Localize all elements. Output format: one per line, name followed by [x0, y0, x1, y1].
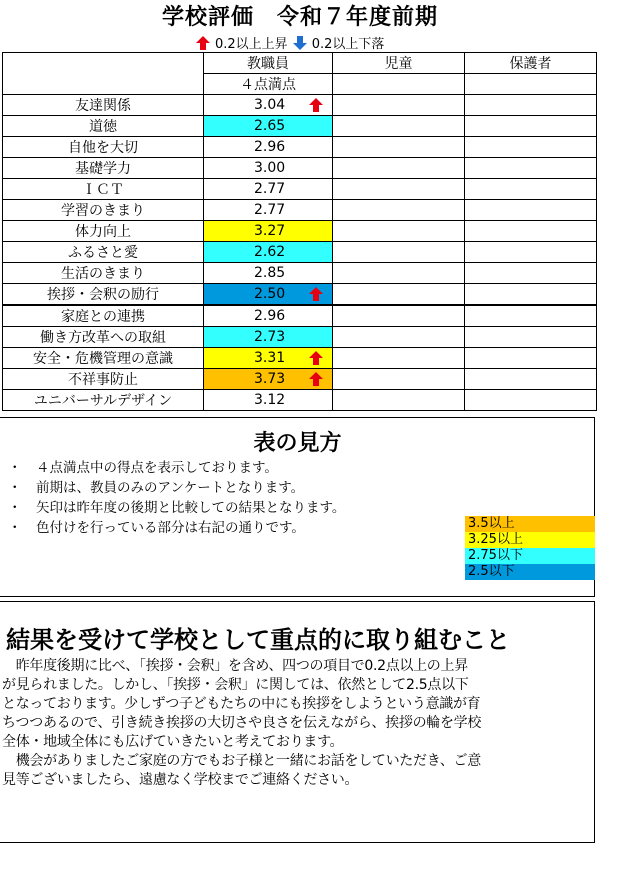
- student-score: [333, 158, 465, 179]
- down-arrow-icon: [292, 35, 308, 51]
- howto-box: [0, 417, 595, 597]
- color-key-item: 3.5以上: [465, 516, 595, 532]
- howto-item: [8, 456, 345, 476]
- score-value: 3.04: [254, 97, 286, 113]
- student-score: [333, 137, 465, 158]
- table-row: [3, 137, 597, 158]
- color-key: [465, 516, 595, 580]
- score-value: 3.00: [254, 160, 286, 176]
- staff-score: [204, 305, 333, 327]
- row-label: 基礎学力: [3, 158, 204, 179]
- score-value: 2.85: [254, 265, 286, 281]
- table-row: [3, 179, 597, 200]
- howto-heading: 表の見方: [253, 431, 342, 456]
- howto-text: 矢印は昨年度の後期と比較しての結果となります。: [36, 500, 346, 516]
- student-score: [333, 242, 465, 263]
- howto-item: [8, 476, 345, 496]
- table-row: [3, 242, 597, 263]
- score-value: 2.96: [254, 308, 286, 324]
- bullet: ・: [8, 480, 22, 496]
- table-row: [3, 284, 597, 306]
- staff-score: [204, 263, 333, 284]
- staff-score: [204, 221, 333, 242]
- student-score: [333, 116, 465, 137]
- staff-score: [204, 137, 333, 158]
- results-text: [0, 655, 594, 790]
- staff-score: [204, 95, 333, 116]
- student-score: [333, 221, 465, 242]
- table-row: [3, 348, 597, 369]
- student-score: [333, 348, 465, 369]
- staff-score: [204, 369, 333, 390]
- howto-text: ４点満点中の得点を表示しております。: [36, 460, 278, 476]
- student-score: [333, 305, 465, 327]
- parent-score: [465, 390, 597, 411]
- parent-score: [465, 327, 597, 348]
- staff-score: [204, 158, 333, 179]
- staff-score: [204, 327, 333, 348]
- student-score: [333, 179, 465, 200]
- results-line: 機会がありましたご家庭の方でもお子様と一緒にお話をしていただき、ご意: [2, 753, 481, 769]
- staff-score: [204, 116, 333, 137]
- arrow-legend: [195, 33, 384, 52]
- staff-score: [204, 284, 333, 306]
- row-label: 生活のきまり: [3, 263, 204, 284]
- legend-up-label: 0.2以上上昇: [215, 37, 288, 52]
- student-score: [333, 369, 465, 390]
- table-row: [3, 369, 597, 390]
- parent-score: [465, 137, 597, 158]
- howto-item: [8, 516, 345, 536]
- row-label: 働き方改革への取組: [3, 327, 204, 348]
- staff-score: [204, 179, 333, 200]
- score-value: 2.77: [254, 181, 286, 197]
- legend-down-label: 0.2以上下落: [311, 37, 385, 52]
- table-row: [3, 390, 597, 411]
- parent-score: [465, 221, 597, 242]
- parent-score: [465, 263, 597, 284]
- table-row: [3, 116, 597, 137]
- parent-score: [465, 116, 597, 137]
- results-line: 昨年度後期に比べ、「挨拶・会釈」を含め、四つの項目で0.2点以上の上昇: [2, 658, 468, 674]
- score-value: 2.77: [254, 202, 286, 218]
- howto-text: 色付けを行っている部分は右記の通りです。: [36, 520, 305, 536]
- score-value: 3.73: [254, 371, 286, 387]
- color-key-item: 3.25以上: [465, 532, 595, 548]
- staff-score: [204, 390, 333, 411]
- row-label: 自他を大切: [3, 137, 204, 158]
- table-row: [3, 200, 597, 221]
- student-score: [333, 327, 465, 348]
- col-header-students: 児童: [333, 53, 465, 74]
- parent-score: [465, 179, 597, 200]
- score-value: 2.96: [254, 139, 286, 155]
- row-label: ＩＣＴ: [3, 179, 204, 200]
- howto-item: [8, 496, 345, 516]
- score-value: 2.62: [254, 244, 286, 260]
- parent-score: [465, 242, 597, 263]
- color-key-item: 2.75以下: [465, 548, 595, 564]
- row-label: 不祥事防止: [3, 369, 204, 390]
- howto-text: 前期は、教員のみのアンケートとなります。: [36, 480, 305, 496]
- table-row: [3, 327, 597, 348]
- staff-score: [204, 242, 333, 263]
- score-value: 2.65: [254, 118, 286, 134]
- score-value: 2.73: [254, 329, 286, 345]
- up-arrow-icon: [195, 35, 211, 51]
- table-row: [3, 221, 597, 242]
- subheader-max-score: ４点満点: [204, 74, 333, 95]
- student-score: [333, 284, 465, 306]
- row-label: 道徳: [3, 116, 204, 137]
- row-label: 挨拶・会釈の励行: [3, 284, 204, 306]
- student-score: [333, 263, 465, 284]
- student-score: [333, 390, 465, 411]
- results-line: となっております。少しずつ子どもたちの中にも挨拶をしようという意識が育: [2, 696, 481, 712]
- score-table: [2, 52, 597, 411]
- parent-score: [465, 95, 597, 116]
- score-value: 3.27: [254, 223, 286, 239]
- row-label: 安全・危機管理の意識: [3, 348, 204, 369]
- table-row: [3, 263, 597, 284]
- table-row: [3, 95, 597, 116]
- parent-score: [465, 284, 597, 306]
- row-label: 友達関係: [3, 95, 204, 116]
- bullet: ・: [8, 460, 22, 476]
- row-label: 体力向上: [3, 221, 204, 242]
- color-key-item: 2.5以下: [465, 564, 595, 580]
- parent-score: [465, 158, 597, 179]
- results-line: ちつつあるので、引き続き挨拶の大切さや良さを伝えながら、挨拶の輪を学校: [2, 715, 482, 731]
- results-line: 見等ございましたら、遠慮なく学校までご連絡ください。: [2, 772, 359, 788]
- row-label: ユニバーサルデザイン: [3, 390, 204, 411]
- row-label: 学習のきまり: [3, 200, 204, 221]
- parent-score: [465, 348, 597, 369]
- row-label: 家庭との連携: [3, 305, 204, 327]
- results-line: が見られました。しかし、「挨拶・会釈」に関しては、依然として2.5点以下: [2, 677, 469, 693]
- col-header-staff: 教職員: [204, 53, 333, 74]
- parent-score: [465, 369, 597, 390]
- up-arrow-icon: [308, 286, 324, 306]
- score-value: 3.12: [254, 392, 286, 408]
- parent-score: [465, 305, 597, 327]
- howto-list: [8, 456, 345, 536]
- corner-cell: [3, 53, 204, 95]
- parent-score: [465, 200, 597, 221]
- results-box: [0, 601, 595, 843]
- results-heading: 結果を受けて学校として重点的に取り組むこと: [6, 626, 510, 654]
- bullet: ・: [8, 500, 22, 516]
- score-value: 2.50: [254, 286, 286, 302]
- staff-score: [204, 348, 333, 369]
- up-arrow-icon: [308, 371, 324, 391]
- up-arrow-icon: [308, 97, 324, 117]
- student-score: [333, 200, 465, 221]
- bullet: ・: [8, 520, 22, 536]
- staff-score: [204, 200, 333, 221]
- page-title: 学校評価 令和７年度前期: [161, 5, 438, 30]
- score-value: 3.31: [254, 350, 286, 366]
- col-header-parents: 保護者: [465, 53, 597, 74]
- results-line: 全体・地域全体にも広げていきたいと考えております。: [2, 734, 344, 750]
- row-label: ふるさと愛: [3, 242, 204, 263]
- table-row: [3, 158, 597, 179]
- table-row: [3, 305, 597, 327]
- student-score: [333, 95, 465, 116]
- up-arrow-icon: [308, 350, 324, 370]
